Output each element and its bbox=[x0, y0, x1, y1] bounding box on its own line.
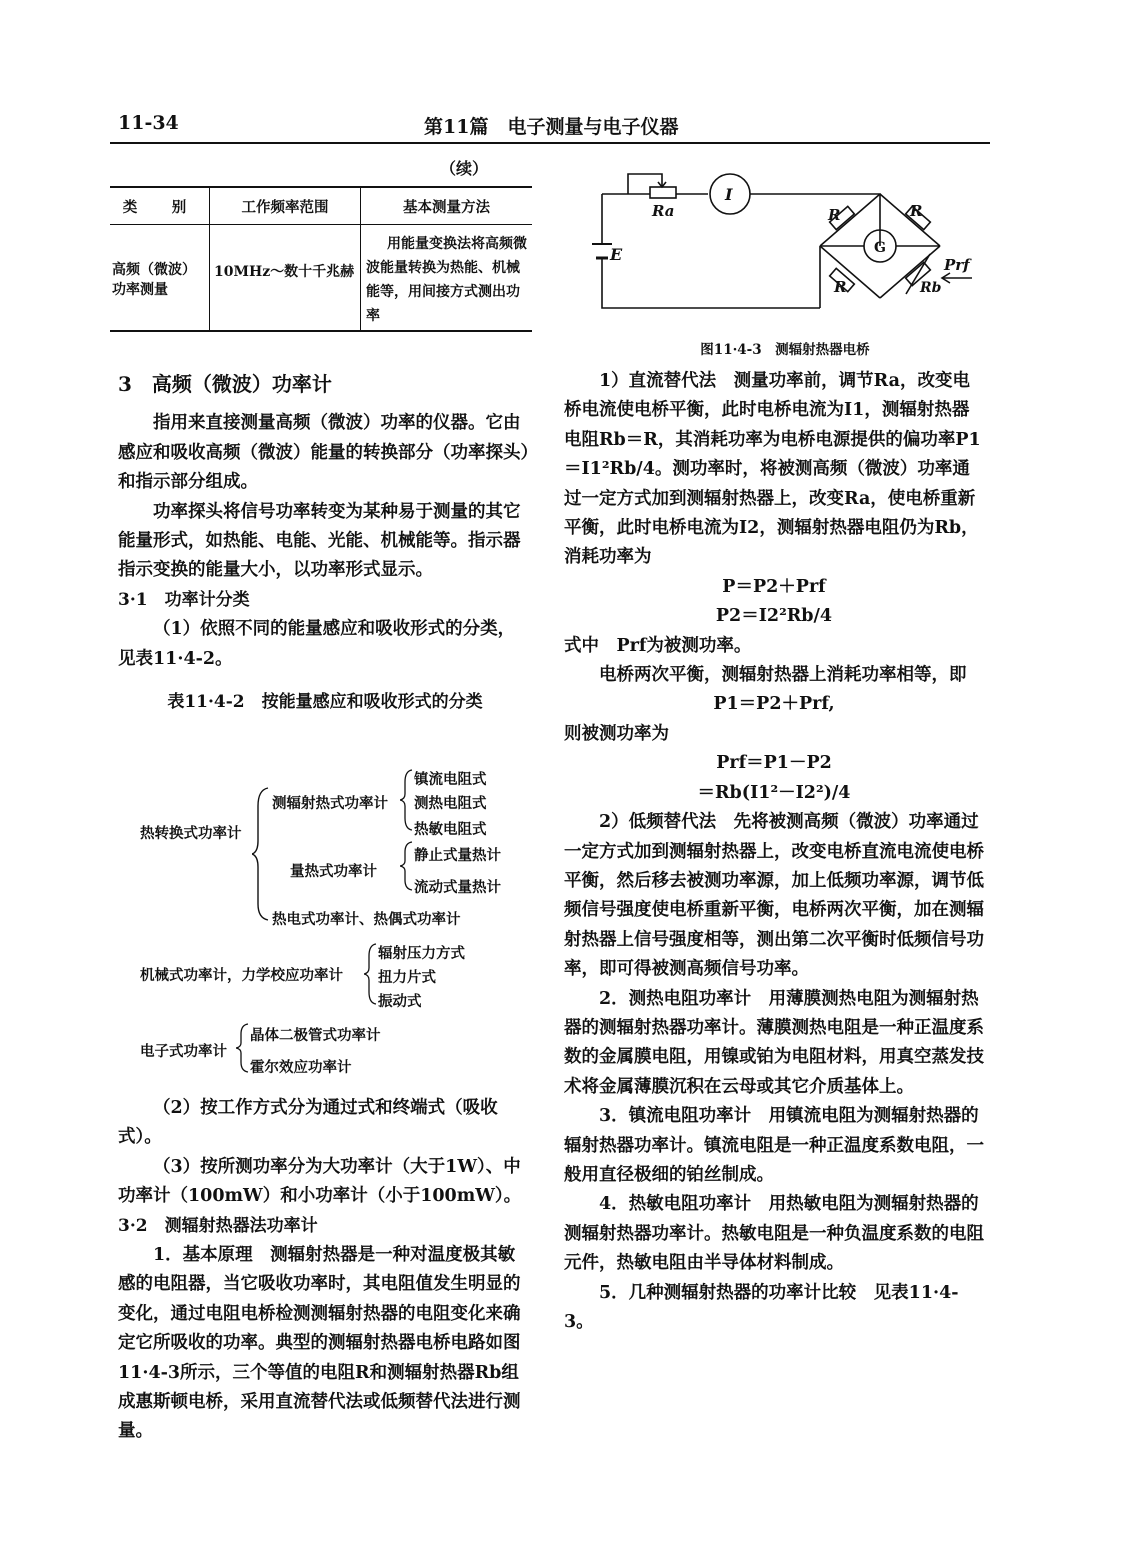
equation-4: Prf＝P1－P2 bbox=[716, 753, 832, 774]
label-rb: Rb bbox=[920, 280, 942, 296]
table-header-range: 工作频率范围 bbox=[241, 199, 329, 216]
label-r1: R bbox=[828, 206, 841, 224]
brace-mechanical bbox=[364, 942, 378, 1006]
para-classify-3: （3）按所测功率分为大功率计（大于1W）、中功率计（100mW）和小功率计（小于100mW）。 bbox=[118, 1156, 522, 1207]
cls-barretter: 镇流电阻式 bbox=[414, 771, 487, 788]
para-lf-substitution: 2）低频替代法 先将被测高频（微波）功率通过一定方式加到测辐射热器上，改变电桥直流电流使电桥平衡，然后移去被测功率源，加上低频功率源，调节低频信号强度使电桥重新平衡，电桥两次平衡，加在测辐射热器上信号强度相等，测出第二次平衡时低频信号功率，即可得被测高频信号功率。 bbox=[564, 812, 984, 980]
figure-caption: 图11·4-3 测辐射热器电桥 bbox=[700, 342, 870, 358]
para-barretter: 3．镇流电阻功率计 用镇流电阻为测辐射热器的辐射热器功率计。镇流电阻是一种正温度系数电阻，一般用直径极细的铂丝制成。 bbox=[564, 1106, 984, 1185]
table-cell-category: 高频（微波）功率测量 bbox=[112, 262, 196, 298]
table-cell-range: 10MHz～数十千兆赫 bbox=[214, 264, 355, 280]
label-e: E bbox=[610, 245, 623, 264]
cls-diode: 晶体二极管式功率计 bbox=[250, 1027, 381, 1044]
right-column bbox=[564, 367, 984, 1337]
cls-electronic: 电子式功率计 bbox=[140, 1043, 227, 1060]
page-number: 11-34 bbox=[118, 112, 179, 134]
table-head-rule bbox=[110, 224, 532, 225]
cls-thermistor-film: 测热电阻式 bbox=[414, 795, 487, 812]
section-heading-3-2: 3·2 测辐射热器法功率计 bbox=[118, 1215, 318, 1236]
equation-3: P1＝P2＋Prf, bbox=[713, 694, 835, 715]
label-r3: R bbox=[834, 278, 847, 296]
equation-2: P2＝I2²Rb/4 bbox=[715, 606, 833, 627]
table-cont-label: （续） bbox=[440, 159, 489, 178]
table-header-method: 基本测量方法 bbox=[403, 199, 490, 216]
cls-hall: 霍尔效应功率计 bbox=[250, 1059, 352, 1076]
table-top-rule bbox=[110, 186, 532, 188]
para-classify-2: （2）按工作方式分为通过式和终端式（吸收式）。 bbox=[118, 1098, 498, 1148]
section-title: 第11篇 电子测量与电子仪器 bbox=[424, 116, 679, 138]
rheostat-ra bbox=[650, 187, 676, 198]
para-basic-principle: 1．基本原理 测辐射热器是一种对温度极其敏感的电阻器，当它吸收功率时，其电阻值发生明显的变化，通过电阻电桥检测测辐射热器的电阻变化来确定它所吸收的功率。典型的测辐射热器电桥电路如图11·4-3所示，三个等值的电阻R和测辐射热器Rb组成惠斯顿电桥，采用直流替代法或低频替代法进行测量。 bbox=[118, 1245, 521, 1442]
left-column-lower bbox=[118, 1094, 532, 1447]
para-measured-power: 则被测功率为 bbox=[564, 723, 669, 744]
cls-vibration: 振动式 bbox=[378, 993, 422, 1010]
para-classify-1: （1）依照不同的能量感应和吸收形式的分类，见表11·4-2。 bbox=[118, 619, 516, 669]
brace-thermal bbox=[252, 786, 272, 922]
equation-5: ＝Rb(I1²－I2²)/4 bbox=[697, 782, 851, 803]
para-where: 式中 Prf为被测功率。 bbox=[564, 635, 752, 656]
header-rule bbox=[110, 142, 990, 144]
section-heading-3-1: 3·1 功率计分类 bbox=[118, 589, 250, 610]
bolometer-bridge-figure bbox=[580, 158, 990, 334]
table-bottom-rule bbox=[110, 330, 532, 332]
label-g: G bbox=[874, 240, 886, 256]
label-ra: Ra bbox=[652, 202, 675, 220]
brace-calorimeter bbox=[400, 840, 414, 892]
label-prf: Prf bbox=[944, 256, 970, 274]
label-r2: R bbox=[910, 202, 923, 220]
cls-radiation-pressure: 辐射压力方式 bbox=[378, 945, 465, 962]
table-header-category: 类 别 bbox=[122, 199, 197, 216]
brace-bolometer bbox=[400, 768, 414, 832]
cls-torsion: 扭力片式 bbox=[378, 969, 436, 986]
equation-1: P＝P2＋Prf bbox=[722, 576, 826, 597]
para-comparison: 5．几种测辐射热器的功率计比较 见表11·4-3。 bbox=[564, 1282, 959, 1332]
para-thermistor-film: 2．测热电阻功率计 用薄膜测热电阻为测辐射热器的测辐射热器功率计。薄膜测热电阻是一种正温度系数的金属膜电阻，用镍或铂为电阻材料，用真空蒸发技术将金属薄膜沉积在云母或其它介质基体上。 bbox=[564, 988, 984, 1097]
table-cell-method: 用能量变换法将高频微波能量转换为热能、机械能等，用间接方式测出功率 bbox=[366, 236, 527, 324]
left-column bbox=[118, 370, 532, 717]
cls-mechanical: 机械式功率计，力学校应功率计 bbox=[140, 967, 343, 984]
section-heading-3: 3 高频（微波）功率计 bbox=[118, 372, 332, 396]
para-probe: 功率探头将信号功率转变为某种易于测量的其它能量形式，如热能、电能、光能、机械能等。指示器指示变换的能量大小，以功率形式显示。 bbox=[118, 501, 521, 581]
label-i: I bbox=[725, 185, 733, 204]
para-thermistor: 4．热敏电阻功率计 用热敏电阻为测辐射热器的测辐射热器功率计。热敏电阻是一种负温度系数的电阻元件，热敏电阻由半导体材料制成。 bbox=[564, 1194, 984, 1274]
cls-flow-calorimeter: 流动式量热计 bbox=[414, 879, 501, 896]
cls-thermistor: 热敏电阻式 bbox=[414, 821, 487, 838]
cls-bolometer: 测辐射热式功率计 bbox=[272, 795, 388, 812]
cls-static-calorimeter: 静止式量热计 bbox=[414, 847, 501, 864]
para-dc-substitution: 1）直流替代法 测量功率前，调节Ra，改变电桥电流使电桥平衡，此时电桥电流为I1，测辐射热器电阻Rb＝R，其消耗功率为电桥电源提供的偏功率P1＝I1²Rb/4。测功率时，将被测高频（微波）功率通过一定方式加到测辐射热器上，改变Ra，使电桥重新平衡，此时电桥电流为I2，测辐射热器电阻仍为Rb，消耗功率为 bbox=[564, 371, 981, 568]
brace-electronic bbox=[236, 1022, 250, 1074]
cls-thermal: 热转换式功率计 bbox=[140, 825, 242, 842]
cls-thermocouple: 热电式功率计、热偶式功率计 bbox=[272, 911, 461, 928]
para-balance: 电桥两次平衡，测辐射热器上消耗功率相等，即 bbox=[599, 665, 967, 686]
cls-calorimeter: 量热式功率计 bbox=[290, 863, 377, 880]
para-definition: 指用来直接测量高频（微波）功率的仪器。它由感应和吸收高频（微波）能量的转换部分（功率探头）和指示部分组成。 bbox=[118, 413, 530, 493]
table-caption-11-4-2: 表11·4-2 按能量感应和吸收形式的分类 bbox=[167, 692, 483, 713]
